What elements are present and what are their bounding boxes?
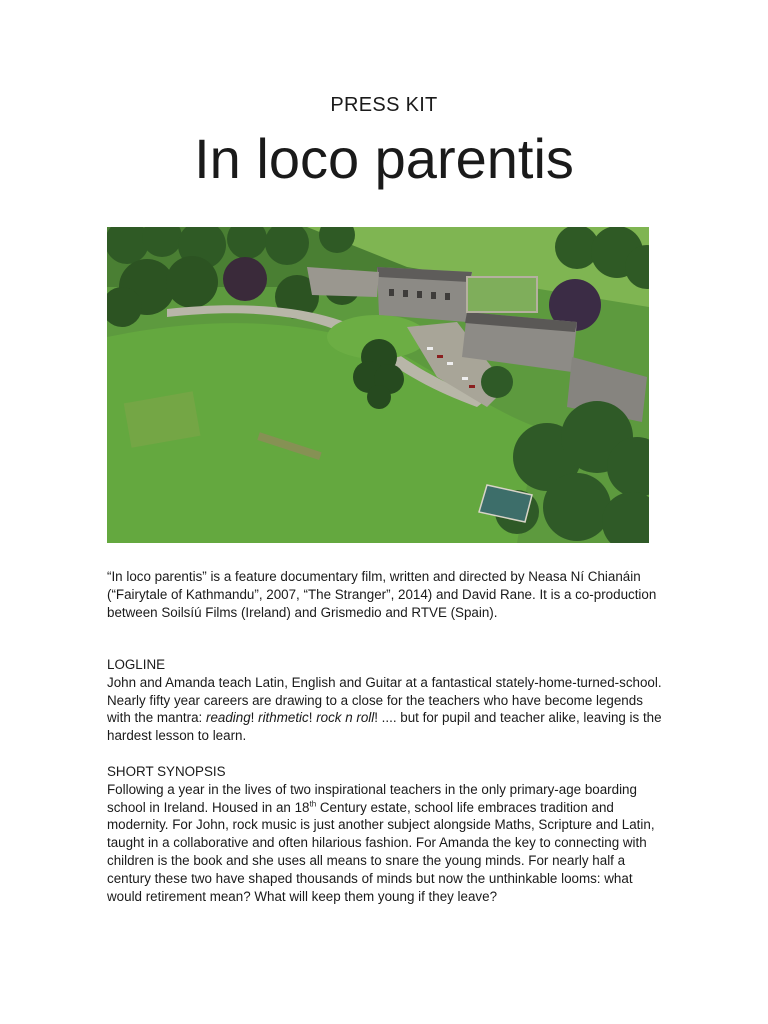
mantra-reading: reading bbox=[206, 710, 251, 726]
mantra-separator: ! bbox=[250, 710, 259, 726]
synopsis-section bbox=[107, 763, 663, 905]
logline-text bbox=[107, 674, 663, 745]
page-title: In loco parentis bbox=[194, 127, 574, 190]
mantra-rithmetic: rithmetic bbox=[258, 710, 309, 726]
ordinal-suffix: th bbox=[309, 799, 317, 809]
intro-paragraph bbox=[107, 568, 663, 621]
synopsis-text-start: Following a year in the lives of two inspirational teachers in the only primary-age boarding school in Ireland. Housed in an 18 bbox=[107, 781, 637, 815]
logline-section bbox=[107, 656, 663, 745]
synopsis-text-end: Century estate, school life embraces tradition and modernity. For John, rock music is just another subject alongside Maths, Scripture and Latin, taught in a collaborative and often hilarious fashion. For Amanda the key to connecting with children is the book and she uses all means to snare the young minds. For nearly half a century these two have shaped thousands of minds but now the unthinkable looms: what would retirement mean? What will keep them young if they leave? bbox=[107, 799, 655, 904]
mantra-separator: ! bbox=[308, 710, 317, 726]
logline-text-end: ! .... but for pupil and teacher alike, leaving is the hardest lesson to learn. bbox=[107, 710, 662, 744]
logline-text-start: John and Amanda teach Latin, English and Guitar at a fantastical stately-home-turned-school. Nearly fifty year careers are drawing to a close for the teachers who have become legends with the mantra: bbox=[107, 674, 662, 726]
intro-text: “In loco parentis” is a feature documentary film, written and directed by Neasa Ní Chianáin (“Fairytale of Kathmandu”, 2007, “The Stranger”, 2014) and David Rane. It is a co-production between Soilsíú Films (Ireland) and Grismedio and RTVE (Spain). bbox=[107, 569, 657, 620]
press-kit-label: PRESS KIT bbox=[330, 94, 438, 116]
aerial-estate-photo bbox=[107, 227, 649, 543]
mantra-rock-n-roll: rock n roll bbox=[316, 710, 375, 726]
synopsis-heading: SHORT SYNOPSIS bbox=[107, 764, 226, 779]
synopsis-text bbox=[107, 781, 663, 906]
logline-heading: LOGLINE bbox=[107, 657, 166, 672]
